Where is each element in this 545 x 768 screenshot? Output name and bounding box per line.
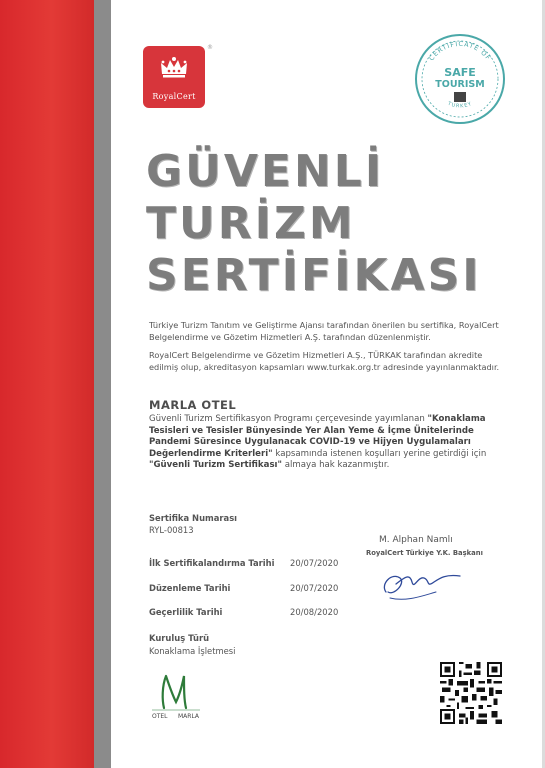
otel-marla-logo bbox=[148, 672, 204, 720]
safe-tourism-badge bbox=[413, 32, 507, 126]
first-cert-label: İlk Sertifikalandırma Tarihi bbox=[149, 558, 275, 568]
qr-code[interactable] bbox=[440, 662, 502, 724]
title-line-1: GÜVENLİ bbox=[146, 146, 385, 197]
cert-number-value: RYL-00813 bbox=[149, 525, 194, 535]
statement-line-a: Güvenli Turizm Sertifikasyon Programı çerçevesinde yayımlanan bbox=[149, 414, 425, 424]
intro-paragraph-2: RoyalCert Belgelendirme ve Gözetim Hizmetleri A.Ş., TÜRKAK tarafından akredite edilmiş olup, akreditasyon kapsamları www.turkak.org.tr adresinde yayınlanmaktadır. bbox=[149, 350, 500, 372]
handwritten-signature bbox=[376, 562, 466, 604]
badge-top-text: CERTIFICATE OF bbox=[427, 39, 493, 63]
registered-mark: ® bbox=[207, 44, 213, 51]
first-cert-date: 20/07/2020 bbox=[290, 558, 339, 568]
badge-emblem-icon bbox=[454, 92, 466, 102]
royalcert-logo bbox=[143, 44, 213, 108]
statement-line-c: almaya hak kazanmıştır. bbox=[284, 460, 390, 470]
issue-date-value: 20/07/2020 bbox=[290, 583, 339, 593]
otel-text: OTEL bbox=[152, 713, 168, 720]
signer-name: M. Alphan Namlı bbox=[379, 535, 453, 545]
crown-icon bbox=[159, 56, 189, 78]
establishment-type-label: Kuruluş Türü bbox=[149, 633, 210, 643]
badge-safe-text: SAFE bbox=[444, 66, 476, 79]
statement-cert-name: "Güvenli Turizm Sertifikası" bbox=[149, 460, 282, 470]
hotel-name: MARLA OTEL bbox=[149, 398, 237, 412]
title-line-3: SERTİFİKASI bbox=[146, 250, 482, 301]
issue-date-label: Düzenleme Tarihi bbox=[149, 583, 231, 593]
validity-label: Geçerlilik Tarihi bbox=[149, 607, 223, 617]
marla-text: MARLA bbox=[178, 713, 200, 720]
certificate-title bbox=[146, 146, 482, 302]
certification-statement bbox=[149, 414, 509, 472]
badge-bottom-text: TURKEY bbox=[446, 100, 474, 110]
establishment-type-value: Konaklama İşletmesi bbox=[149, 646, 236, 656]
signer-role: RoyalCert Türkiye Y.K. Başkanı bbox=[366, 549, 483, 557]
cert-number-label: Sertifika Numarası bbox=[149, 513, 238, 523]
badge-tourism-text: TOURISM bbox=[435, 79, 485, 90]
validity-date: 20/08/2020 bbox=[290, 607, 339, 617]
statement-criteria: "Konaklama Tesisleri ve Tesisler Bünyesinde Yer Alan Yeme & İçme Ünitelerinde Pandemi Süresince Uygulanacak COVID-19 ve Hijyen Uygulamaları Değerlendirme Kriterleri" bbox=[149, 414, 486, 459]
royalcert-brand-text: RoyalCert bbox=[152, 92, 196, 101]
grey-side-band bbox=[94, 0, 111, 768]
red-side-band bbox=[0, 0, 94, 768]
intro-paragraph-1: Türkiye Turizm Tanıtım ve Geliştirme Ajansı tarafından önerilen bu sertifika, RoyalCert Belgelendirme ve Gözetim Hizmetleri A.Ş. tarafından düzenlenmiştir. bbox=[149, 320, 499, 342]
statement-line-b: kapsamında istenen koşulları yerine getirdiği için bbox=[275, 448, 487, 459]
title-line-2: TURİZM bbox=[146, 198, 356, 249]
